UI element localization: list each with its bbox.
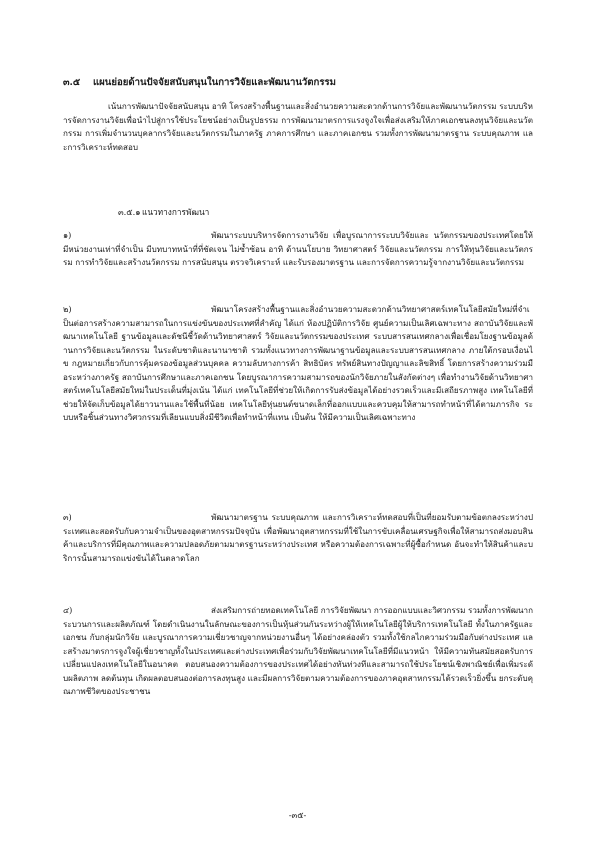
item-marker: ๔) (63, 605, 73, 615)
section-title: แผนย่อยด้านปัจจัยสนับสนุนในการวิจัยและพัฒนานวัตกรรม (93, 77, 336, 88)
list-item (63, 303, 533, 425)
section-heading (63, 76, 533, 89)
list-item (63, 604, 533, 699)
section-number: ๓.๕ (63, 77, 81, 88)
subsection-title: แนวทางการพัฒนา (142, 207, 210, 217)
item-marker: ๓) (63, 512, 72, 522)
item-text: ส่งเสริมการถ่ายทอดเทคโนโลยี การวิจัยพัฒนา การออกแบบและวิศวกรรม รวมทั้งการพัฒนากระบวนการและผลิตภัณฑ์ โดยดำเนินงานในลักษณะของการเป็นหุ้นส่วนกันระหว่างผู้ให้เทคโนโลยีผู้ให้บริการเทคโนโลยี ทั้งในภาครัฐและเอกชน กับกลุ่มนักวิจัย และบูรณาการความเชี่ยวชาญจากหน่วยงานอื่นๆ ได้อย่างคล่องตัว รวมทั้งใช้กลไกความร่วมมือกับต่างประเทศ และสร้างมาตรการจูงใจผู้เชี่ยวชาญทั้งในประเทศและต่างประเทศเพื่อร่วมกับวิจัยพัฒนาเทคโนโลยีที่มีแนวหน้า ให้มีความทันสมัยสอดรับการเปลี่ยนแปลงเทคโนโลยีในอนาคต ตอบสนองความต้องการของประเทศได้อย่างทันท่วงทีและสามารถใช้ประโยชน์เชิงพาณิชย์เพื่อเพิ่มระดับผลิตภาพ ลดต้นทุน เกิดผลตอบสนองต่อการลงทุนสูง และมีผลการวิจัยตามความต้องการของภาคอุตสาหกรรมได้รวดเร็วยิ่งขึ้น ยกระดับคุณภาพชีวิตของประชาชน (63, 605, 533, 696)
list-item (63, 229, 533, 270)
item-marker: ๒) (63, 304, 72, 314)
subsection-heading (118, 206, 518, 219)
item-text: พัฒนามาตรฐาน ระบบคุณภาพ และการวิเคราะห์ทดสอบที่เป็นที่ยอมรับตามข้อตกลงระหว่างประเทศและสอดรับกับความจำเป็นของอุตสาหกรรมปัจจุบัน เพื่อพัฒนาอุตสาหกรรมที่ใช้ในการขับเคลื่อนเศรษฐกิจเพื่อให้สามารถส่งมอบสินค้าและบริการที่มีคุณภาพและความปลอดภัยตามมาตรฐานระหว่างประเทศ หรือความต้องการเฉพาะที่ผู้ซื้อกำหนด อันจะทำให้สินค้าและบริการนั้นสามารถแข่งขันได้ในตลาดโลก (63, 512, 533, 563)
item-marker: ๑) (63, 230, 72, 240)
list-item (63, 511, 533, 565)
subsection-number: ๓.๕.๑ (118, 207, 141, 217)
intro-paragraph: เน้นการพัฒนาปัจจัยสนับสนุน อาทิ โครงสร้างพื้นฐานและสิ่งอำนวยความสะดวกด้านการวิจัยและพัฒนานวัตกรรม ระบบบริหารจัดการงานวิจัยเพื่อนำไปสู่การใช้ประโยชน์อย่างเป็นรูปธรรม การพัฒนามาตรการแรงจูงใจเพื่อส่งเสริมให้ภาคเอกชนลงทุนวิจัยและนวัตกรรม การเพิ่มจำนวนบุคลากรวิจัยและนวัตกรรมในภาครัฐ ภาคการศึกษา และภาคเอกชน รวมทั้งการพัฒนามาตรฐาน ระบบคุณภาพ และการวิเคราะห์ทดสอบ (63, 101, 533, 152)
item-text: พัฒนาโครงสร้างพื้นฐานและสิ่งอำนวยความสะดวกด้านวิทยาศาสตร์เทคโนโลยีสมัยใหม่ที่จำเป็นต่อการสร้างความสามารถในการแข่งขันของประเทศที่สำคัญ ได้แก่ ห้องปฏิบัติการวิจัย ศูนย์ความเป็นเลิศเฉพาะทาง สถาบันวิจัยและพัฒนาเทคโนโลยี ฐานข้อมูลและดัชนีชี้วัดด้านวิทยาศาสตร์ วิจัยและนวัตกรรมของประเทศ ระบบสารสนเทศกลางเพื่อเชื่อมโยงฐานข้อมูลด้านการวิจัยและนวัตกรรม ในระดับชาติและนานาชาติ รวมทั้งแนวทางการพัฒนาฐานข้อมูลและระบบสารสนเทศกลาง ภายใต้กรอบเงื่อนไข กฎหมายเกี่ยวกับการคุ้มครองข้อมูลส่วนบุคคล ความลับทางการค้า สิทธิบัตร ทรัพย์สินทางปัญญาและลิขสิทธิ์ โดยการสร้างความร่วมมือระหว่างภาครัฐ สถาบันการศึกษาและภาคเอกชน โดยบูรณาการความสามารถของนักวิจัยภายในสังกัดต่างๆ เพื่อทำงานวิจัยด้านวิทยาศาสตร์เทคโนโลยีสมัยใหม่ในประเด็นที่มุ่งเน้น ได้แก่ เทคโนโลยีที่ช่วยให้เกิดการรับส่งข้อมูลได้อย่างรวดเร็วและมีเสถียรภาพสูง เทคโนโลยีที่ช่วยให้จัดเก็บข้อมูลได้ยาวนานและใช้พื้นที่น้อย เทคโนโลยีหุ่นยนต์ขนาดเล็กที่ออกแบบและควบคุมให้สามารถทำหน้าที่ได้ตามภารกิจ ระบบหรือชิ้นส่วนทางวิศวกรรมที่เลียนแบบสิ่งมีชีวิตเพื่อทำหน้าที่แทน เป็นต้น ให้มีความเป็นเลิศเฉพาะทาง (63, 304, 533, 422)
item-text: พัฒนาระบบบริหารจัดการงานวิจัย เพื่อบูรณาการระบบวิจัยและ นวัตกรรมของประเทศโดยให้มีหน่วยงานเท่าที่จำเป็น มีบทบาทหน้าที่ที่ชัดเจน ไม่ซ้ำซ้อน อาทิ ด้านนโยบาย วิทยาศาสตร์ วิจัยและนวัตกรรม การให้ทุนวิจัยและนวัตกรรม การทำวิจัยและสร้างนวัตกรรม การสนับสนุน ตรวจวิเคราะห์ และรับรองมาตรฐาน และการจัดการความรู้จากงานวิจัยและนวัตกรรม (63, 230, 533, 267)
page-number: -๓๕- (288, 810, 307, 820)
